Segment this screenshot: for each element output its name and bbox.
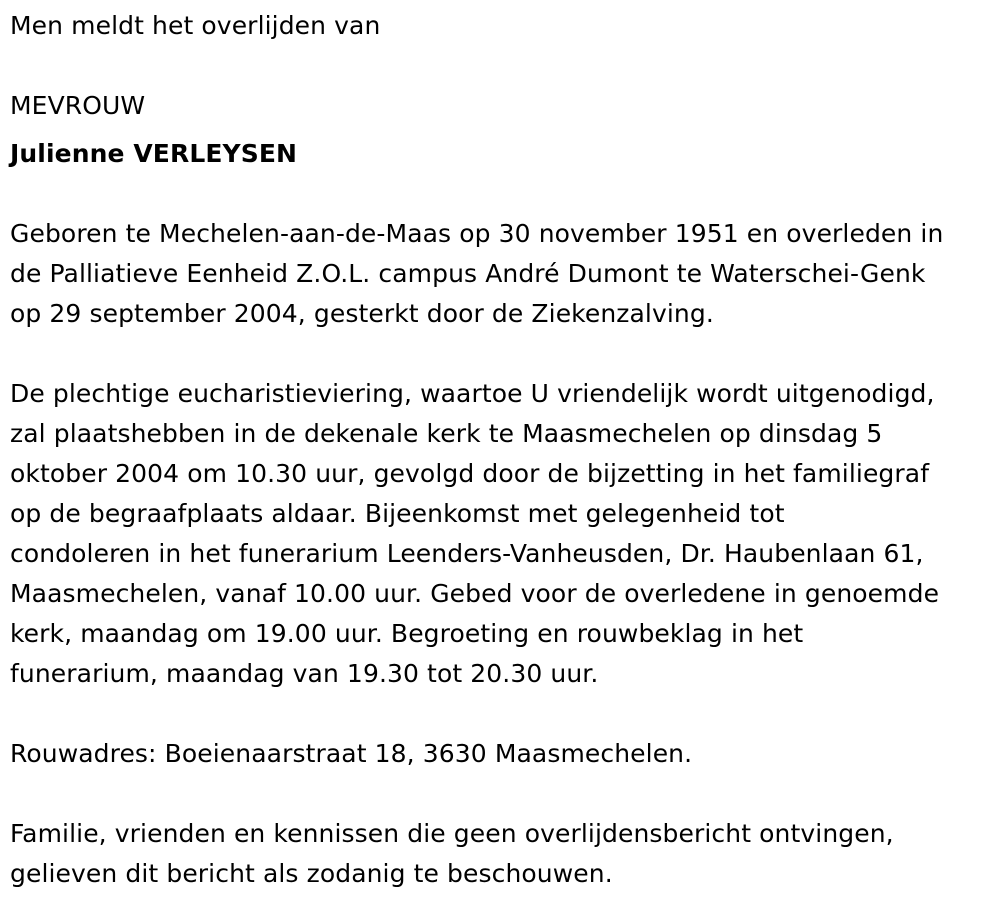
ceremony-line-6: Maasmechelen, vanaf 10.00 uur. Gebed voor de overledene in genoemde	[10, 579, 940, 608]
ceremony-line-3: oktober 2004 om 10.30 uur, gevolgd door de bijzetting in het familiegraf	[10, 459, 930, 488]
salutation: MEVROUW	[10, 91, 146, 120]
closing-line-1: Familie, vrienden en kennissen die geen overlijdensbericht ontvingen,	[10, 819, 894, 848]
birth-line-2: de Palliatieve Eenheid Z.O.L. campus André Dumont te Waterschei-Genk	[10, 259, 926, 288]
ceremony-line-4: op de begraafplaats aldaar. Bijeenkomst met gelegenheid tot	[10, 499, 785, 528]
closing-line-2: gelieven dit bericht als zodanig te beschouwen.	[10, 859, 613, 888]
ceremony-line-8: funerarium, maandag van 19.30 tot 20.30 uur.	[10, 659, 599, 688]
ceremony-line-2: zal plaatshebben in de dekenale kerk te Maasmechelen op dinsdag 5	[10, 419, 883, 448]
intro-line: Men meldt het overlijden van	[10, 11, 381, 40]
ceremony-line-1: De plechtige eucharistieviering, waartoe U vriendelijk wordt uitgenodigd,	[10, 379, 935, 408]
mourning-address: Rouwadres: Boeienaarstraat 18, 3630 Maasmechelen.	[10, 739, 693, 768]
birth-line-3: op 29 september 2004, gesterkt door de Ziekenzalving.	[10, 299, 714, 328]
ceremony-line-7: kerk, maandag om 19.00 uur. Begroeting en rouwbeklag in het	[10, 619, 804, 648]
ceremony-line-5: condoleren in het funerarium Leenders-Vanheusden, Dr. Haubenlaan 61,	[10, 539, 924, 568]
birth-line-1: Geboren te Mechelen-aan-de-Maas op 30 november 1951 en overleden in	[10, 219, 944, 248]
deceased-name: Julienne VERLEYSEN	[10, 139, 298, 168]
